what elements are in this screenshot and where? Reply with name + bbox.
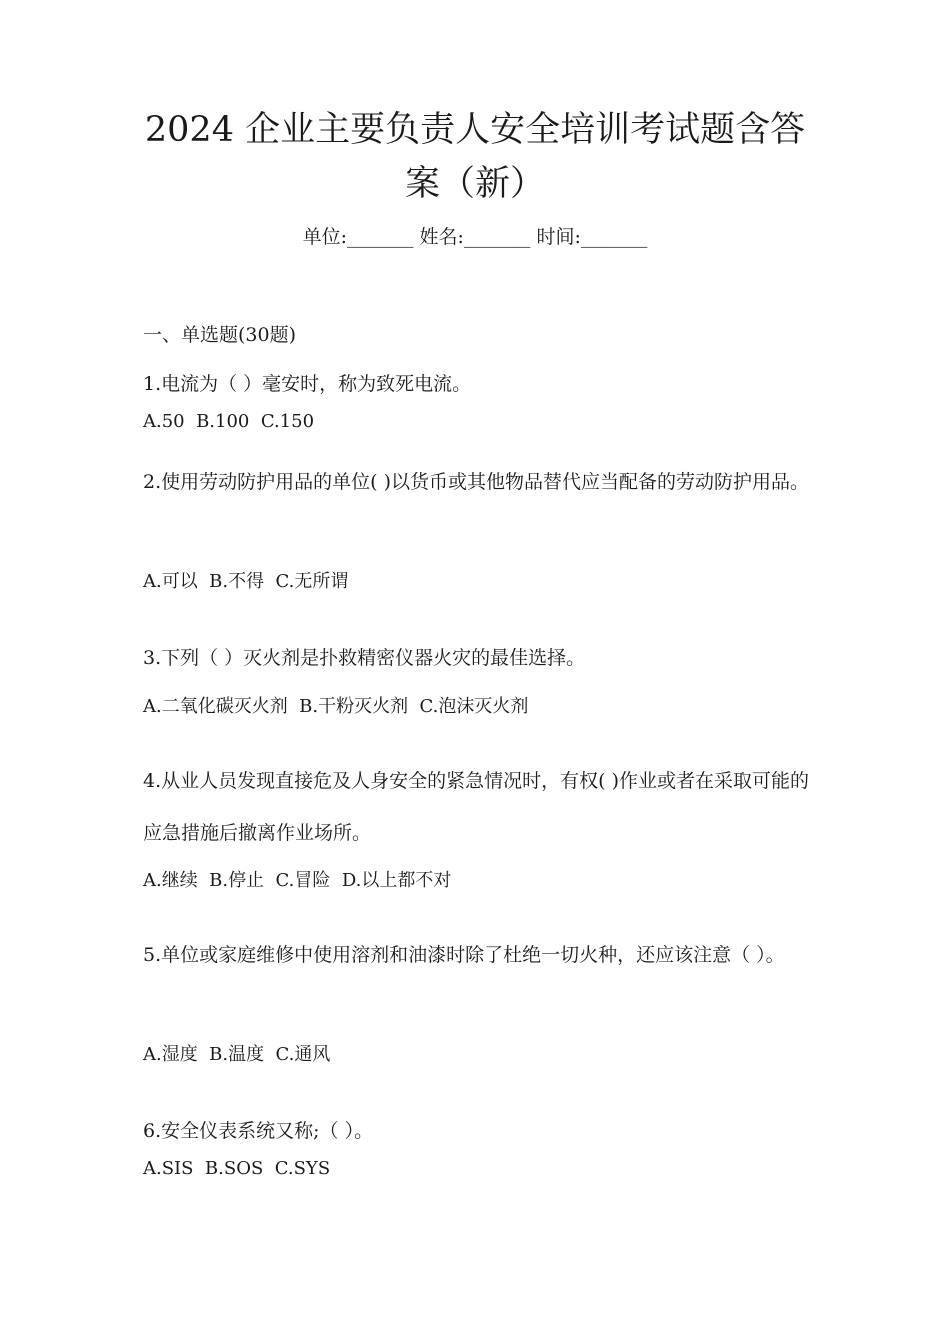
question-2 (143, 456, 813, 508)
question-stem: 4.从业人员发现直接危及人身安全的紧急情况时，有权( )作业或者在采取可能的应急措施后撤离作业场所。 (143, 770, 809, 844)
question-6 (143, 1117, 813, 1145)
question-6-options: A.SIS B.SOS C.SYS (143, 1158, 331, 1179)
question-stem: 6.安全仪表系统又称;（ ）。 (143, 1120, 374, 1142)
question-5 (143, 929, 813, 981)
question-4-options: A.继续 B.停止 C.冒险 D.以上都不对 (143, 870, 452, 891)
question-4 (143, 755, 813, 859)
question-1 (143, 370, 813, 398)
question-stem: 2.使用劳动防护用品的单位( )以货币或其他物品替代应当配备的劳动防护用品。 (143, 471, 809, 493)
question-stem: 3.下列（ ）灭火剂是扑救精密仪器火灾的最佳选择。 (143, 647, 586, 669)
question-1-options: A.50 B.100 C.150 (143, 411, 315, 432)
info-line: 单位:_______ 姓名:_______ 时间:_______ (302, 226, 648, 248)
document-title: 2024 企业主要负责人安全培训考试题含答案（新） (144, 110, 806, 204)
question-2-options: A.可以 B.不得 C.无所谓 (143, 571, 349, 592)
question-stem: 5.单位或家庭维修中使用溶剂和油漆时除了杜绝一切火种，还应该注意（ ）。 (143, 944, 785, 966)
question-3 (143, 644, 813, 672)
section-heading: 一、单选题(30题) (143, 324, 297, 346)
question-3-options: A.二氧化碳灭火剂 B.干粉灭火剂 C.泡沫灭火剂 (143, 696, 529, 717)
question-5-options: A.湿度 B.温度 C.通风 (143, 1044, 331, 1065)
question-stem: 1.电流为（ ）毫安时，称为致死电流。 (143, 373, 472, 395)
